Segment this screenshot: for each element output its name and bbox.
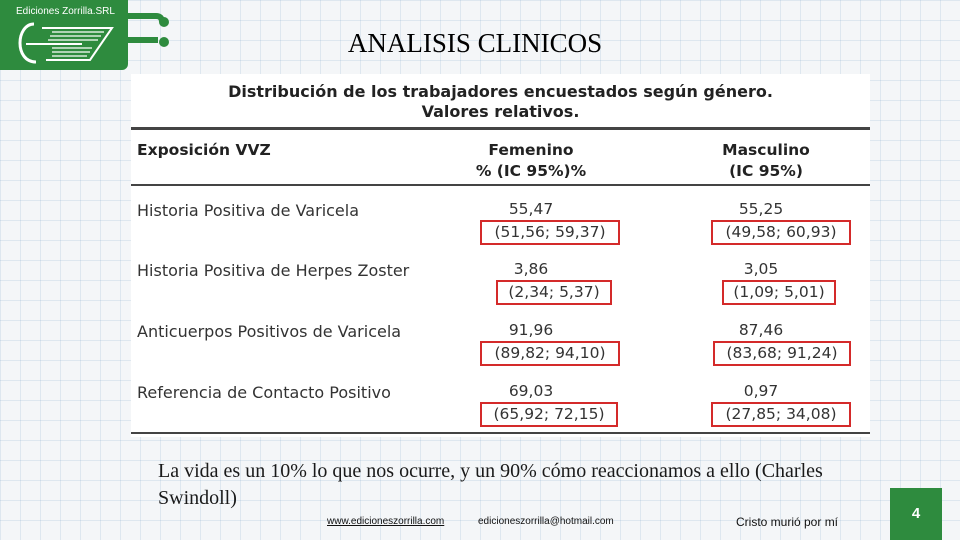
masculino-ci: (49,58; 60,93) (711, 220, 851, 245)
header-masculino (691, 140, 841, 182)
femenino-ci: (65,92; 72,15) (480, 402, 618, 427)
femenino-value: 69,03 (508, 382, 554, 400)
masculino-ci: (27,85; 34,08) (711, 402, 851, 427)
masculino-value: 87,46 (738, 321, 784, 339)
figure-caption-line2: Valores relativos. (421, 102, 580, 121)
femenino-ci: (51,56; 59,37) (480, 220, 620, 245)
table-top-rule (131, 127, 870, 130)
row-label: Historia Positiva de Varicela (137, 201, 360, 220)
brand-logo (0, 0, 128, 70)
header-femenino-line1: Femenino (488, 141, 574, 159)
results-table-figure (131, 74, 870, 437)
femenino-ci: (2,34; 5,37) (496, 280, 612, 305)
website-link[interactable]: www.edicioneszorrilla.com (327, 516, 445, 527)
logo-mark-icon (12, 20, 116, 66)
masculino-value: 0,97 (743, 382, 779, 400)
row-label: Anticuerpos Positivos de Varicela (137, 322, 402, 341)
header-exposicion: Exposición VVZ (137, 141, 271, 159)
masculino-value: 3,05 (743, 260, 779, 278)
email-text: edicioneszorrilla@hotmail.com (478, 516, 614, 527)
row-label: Referencia de Contacto Positivo (137, 383, 391, 402)
femenino-value: 55,47 (508, 200, 554, 218)
header-femenino-line2: % (IC 95%)% (475, 162, 587, 180)
masculino-value: 55,25 (738, 200, 784, 218)
decorative-connector-icon (128, 10, 176, 50)
figure-caption (131, 82, 870, 122)
femenino-value: 91,96 (508, 321, 554, 339)
page-number-badge (890, 488, 942, 540)
header-masculino-line2: (IC 95%) (729, 162, 803, 180)
brand-name: Ediciones Zorrilla.SRL (16, 6, 115, 17)
row-label: Historia Positiva de Herpes Zoster (137, 261, 410, 280)
masculino-ci: (83,68; 91,24) (713, 341, 851, 366)
femenino-ci: (89,82; 94,10) (480, 341, 620, 366)
footer-phrase: Cristo murió por mí (736, 515, 839, 529)
slide-title: ANALISIS CLINICOS (347, 28, 603, 58)
quote-text: La vida es un 10% lo que nos ocurre, y un 90% cómo reaccionamos a ello (Charles Swindoll) (158, 460, 823, 509)
figure-caption-line1: Distribución de los trabajadores encuestados según género. (228, 82, 773, 101)
header-femenino (451, 140, 611, 182)
femenino-value: 3,86 (513, 260, 549, 278)
page-number: 4 (911, 505, 921, 522)
table-header-rule (131, 184, 870, 186)
header-masculino-line1: Masculino (722, 141, 810, 159)
masculino-ci: (1,09; 5,01) (722, 280, 836, 305)
table-bottom-rule (131, 432, 870, 434)
